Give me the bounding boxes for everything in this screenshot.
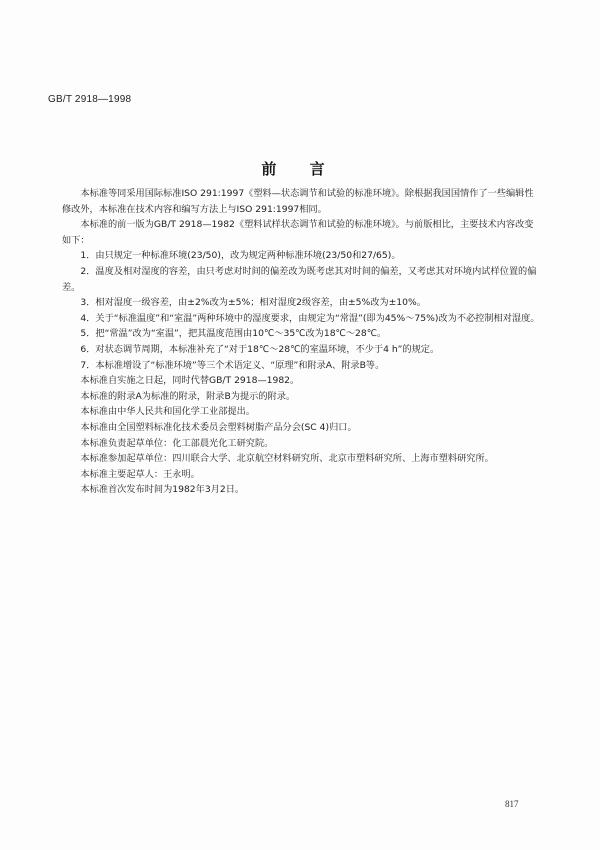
paragraph-main-drafter: 本标准主要起草人：王永明。 <box>80 468 200 480</box>
paragraph-proposed-by: 本标准由中华人民共和国化学工业部提出。 <box>80 406 255 418</box>
paragraph-previous-edition: 本标准的前一版为GB/T 2918—1982《塑料试样状态调节和试验的标准环境》。与前版相比，主要技术内容改变如下： <box>62 219 534 246</box>
list-item-change-7: 7．本标准增设了“标准环境”等三个术语定义、“原理”和附录A、附录B等。 <box>80 359 385 371</box>
list-item-change-6: 6．对状态调节周期，本标准补充了“对于18℃～28℃的室温环境，不少于4 h”的规定。 <box>80 343 440 355</box>
list-item-change-3: 3．相对湿度一级容差，由±2%改为±5%；相对湿度2级容差，由±5%改为±10%。 <box>80 297 426 309</box>
page-number: 817 <box>505 799 519 809</box>
page-title: 前 言 <box>261 160 339 178</box>
list-item-change-4: 4．关于“标准温度”和“室温”两种环境中的湿度要求，由规定为“常湿”(即为45%～75%)改为不必控制相对湿度。 <box>80 312 540 324</box>
paragraph-drafting-unit: 本标准负责起草单位：化工部晨光化工研究院。 <box>80 437 274 449</box>
document-body <box>62 186 540 498</box>
paragraph-intro: 本标准等同采用国际标准ISO 291:1997《塑料—状态调节和试验的标准环境》。除根据我国国情作了一些编辑性修改外，本标准在技术内容和编写方法上与ISO 291:1997相同。 <box>62 188 534 215</box>
paragraph-first-release: 本标准首次发布时间为1982年3月2日。 <box>80 484 245 496</box>
paragraph-administered-by: 本标准由全国塑料标准化技术委员会塑料树脂产品分会(SC 4)归口。 <box>80 421 357 433</box>
list-item-change-2: 2．温度及相对湿度的容差，由只考虑对时间的偏差改为既考虑其对时间的偏差，又考虑其对环境内试样位置的偏差。 <box>62 265 537 293</box>
standard-code: GB/T 2918—1998 <box>48 94 132 105</box>
list-item-change-5: 5．把“常温”改为“室温”，把其温度范围由10℃～35℃改为18℃～28℃。 <box>80 328 387 340</box>
paragraph-supersedes: 本标准自实施之日起，同时代替GB/T 2918—1982。 <box>80 375 300 387</box>
list-item-change-1: 1．由只规定一种标准环境(23/50)，改为规定两种标准环境(23/50和27/65)。 <box>80 250 401 262</box>
paragraph-participating-units: 本标准参加起草单位：四川联合大学、北京航空材料研究所、北京市塑料研究所、上海市塑料研究所。 <box>80 453 494 465</box>
paragraph-appendix: 本标准的附录A为标准的附录，附录B为提示的附录。 <box>80 390 296 402</box>
